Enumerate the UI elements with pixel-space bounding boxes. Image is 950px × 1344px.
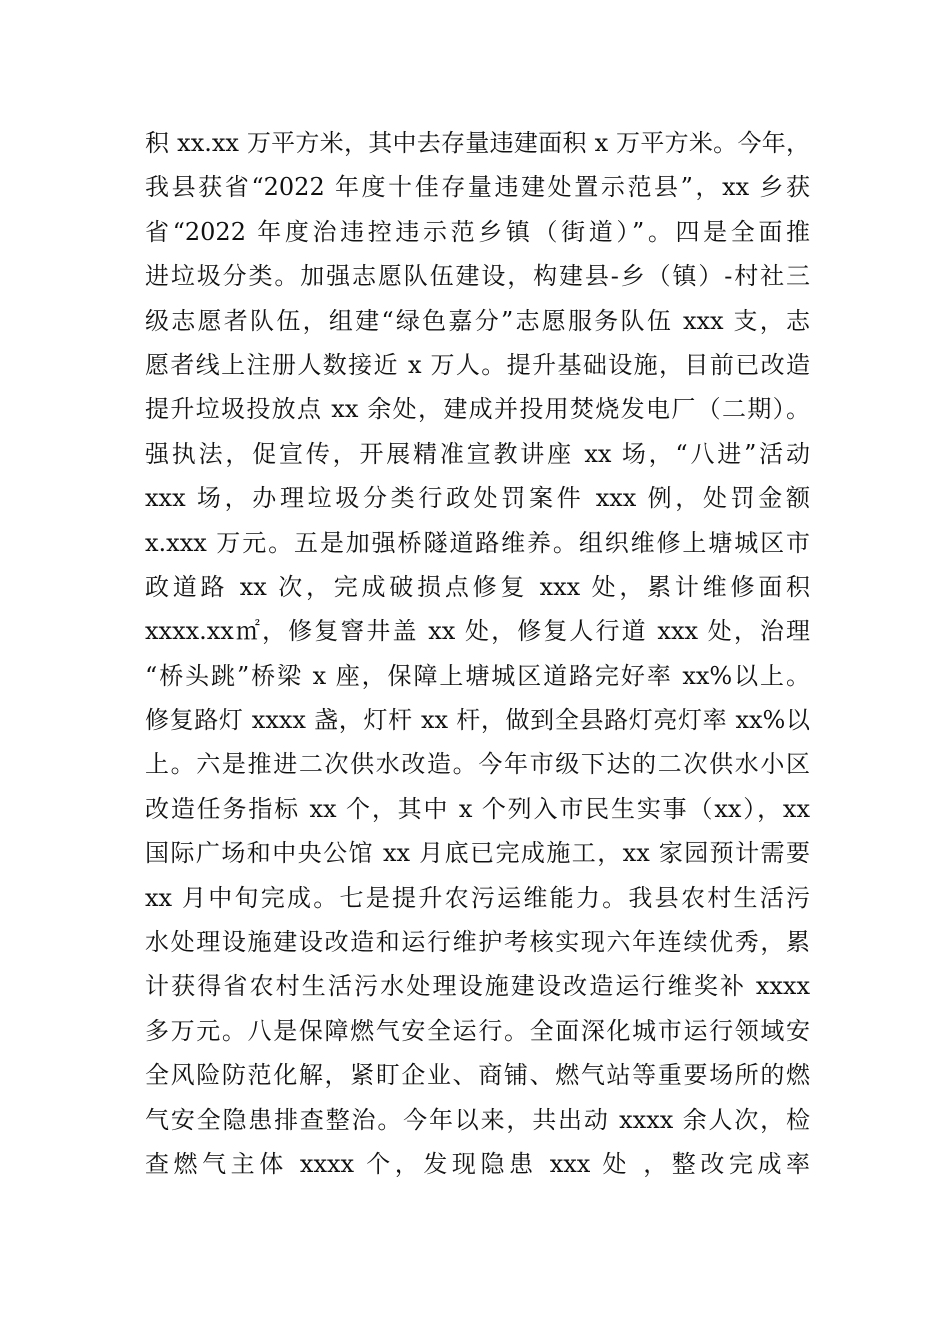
text-line: xxxx.xx㎡，修复窨井盖 xx 处，修复人行道 xxx 处，治理 — [145, 617, 810, 646]
text-line: 全风险防范化解，紧盯企业、商铺、燃气站等重要场所的燃 — [145, 1061, 810, 1090]
text-line: 计获得省农村生活污水处理设施建设改造运行维奖补 xxxx — [145, 972, 810, 1001]
text-line: 气安全隐患排查整治。今年以来，共出动 xxxx 余人次，检 — [145, 1105, 810, 1134]
text-line: 改造任务指标 xx 个，其中 x 个列入市民生实事（xx），xx — [145, 794, 810, 823]
body-paragraph — [145, 121, 810, 1186]
text-line: 强执法，促宣传，开展精准宣教讲座 xx 场，“八进”活动 — [145, 439, 810, 468]
text-line: 提升垃圾投放点 xx 余处，建成并投用焚烧发电厂（二期）。 — [145, 395, 810, 424]
text-line: 积 xx.xx 万平方米，其中去存量违建面积 x 万平方米。今年， — [145, 129, 810, 157]
text-line: 多万元。八是保障燃气安全运行。全面深化城市运行领域安 — [145, 1016, 810, 1045]
text-line: 政道路 xx 次，完成破损点修复 xxx 处，累计维修面积 — [145, 572, 810, 601]
text-line: xx 月中旬完成。七是提升农污运维能力。我县农村生活污 — [145, 883, 810, 912]
text-line: 查燃气主体 xxxx 个，发现隐患 xxx 处 ，整改完成率 — [145, 1149, 810, 1178]
text-line: 进垃圾分类。加强志愿队伍建设，构建县-乡（镇）-村社三 — [145, 262, 810, 291]
text-line: “桥头跳”桥梁 x 座，保障上塘城区道路完好率 xx%以上。 — [145, 661, 810, 690]
text-line: x.xxx 万元。五是加强桥隧道路维养。组织维修上塘城区市 — [145, 528, 810, 557]
text-line: 水处理设施建设改造和运行维护考核实现六年连续优秀，累 — [145, 928, 810, 957]
text-line: 级志愿者队伍，组建“绿色嘉分”志愿服务队伍 xxx 支，志 — [145, 306, 810, 335]
text-line: 上。六是推进二次供水改造。今年市级下达的二次供水小区 — [145, 750, 810, 779]
text-line: 国际广场和中央公馆 xx 月底已完成施工，xx 家园预计需要 — [145, 839, 810, 868]
text-line: 省“2022 年度治违控违示范乡镇（街道）”。四是全面推 — [145, 217, 810, 246]
text-line: 修复路灯 xxxx 盏，灯杆 xx 杆，做到全县路灯亮灯率 xx%以 — [145, 706, 810, 735]
text-line: 我县获省“2022 年度十佳存量违建处置示范县”，xx 乡获 — [145, 173, 810, 202]
text-line: xxx 场，办理垃圾分类行政处罚案件 xxx 例，处罚金额 — [145, 484, 810, 513]
text-line: 愿者线上注册人数接近 x 万人。提升基础设施，目前已改造 — [145, 350, 810, 379]
